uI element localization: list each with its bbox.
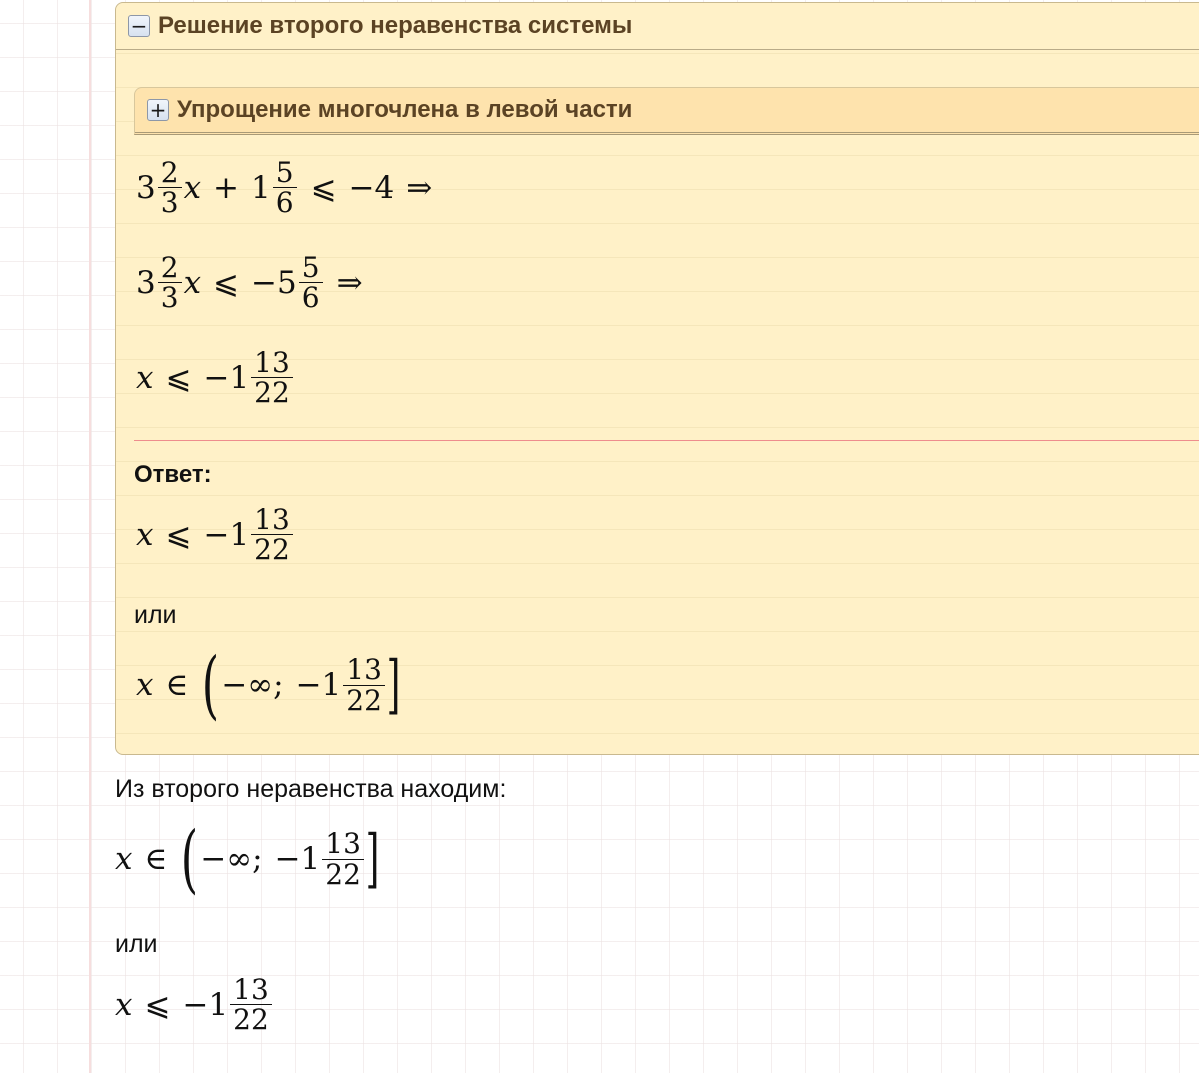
variable: x (136, 516, 154, 553)
numerator: 13 (254, 346, 290, 379)
or-label: или (134, 601, 177, 629)
rhs-whole: −1 (182, 986, 229, 1023)
fraction (158, 158, 182, 218)
numerator: 2 (160, 156, 179, 189)
answer-divider (134, 440, 1199, 441)
lower-bound: −∞; (221, 667, 284, 703)
fraction (322, 829, 364, 889)
denominator: 22 (251, 377, 293, 407)
numerator: 5 (301, 251, 320, 284)
answer-label: Ответ: (134, 461, 212, 488)
expand-plus-icon[interactable]: + (147, 99, 169, 121)
denominator: 3 (158, 282, 182, 312)
answer-interval (136, 642, 406, 728)
fraction (251, 348, 293, 408)
solution-panel (115, 2, 1199, 755)
denominator: 3 (158, 187, 182, 217)
simplify-subpanel-header[interactable] (134, 87, 1199, 135)
step-1-inequality (136, 158, 432, 218)
denominator: 22 (343, 685, 385, 715)
open-paren: ( (202, 642, 220, 728)
numerator: 13 (346, 653, 382, 687)
rhs-whole: −1 (203, 359, 250, 396)
operator: + (213, 169, 240, 206)
fraction (230, 975, 272, 1035)
relation: ⩽ (165, 516, 192, 553)
denominator: 6 (273, 187, 297, 217)
math-number: 3 (136, 264, 156, 301)
relation: ⩽ (213, 264, 240, 301)
variable: x (183, 169, 202, 206)
open-paren: ( (181, 816, 199, 902)
variable: x (136, 359, 154, 396)
solution-panel-title: Решение второго неравенства системы (158, 12, 633, 39)
step-2-inequality (136, 253, 363, 313)
relation: ⩽ (165, 359, 192, 396)
element-of: ∈ (165, 667, 189, 703)
numerator: 5 (275, 156, 294, 189)
lower-bound: −∞; (200, 841, 263, 877)
variable: x (115, 841, 133, 877)
denominator: 22 (322, 859, 364, 889)
fraction (299, 253, 323, 313)
math-number: 3 (136, 169, 156, 206)
numerator: 13 (254, 503, 290, 536)
step-3-inequality (136, 348, 295, 408)
fraction (158, 253, 182, 313)
denominator: 22 (230, 1004, 272, 1034)
rhs-whole: −1 (203, 516, 250, 553)
upper-whole: −1 (274, 841, 321, 877)
denominator: 22 (251, 534, 293, 564)
notebook-margin-line (89, 0, 91, 1073)
implies-arrow: ⇒ (336, 264, 363, 301)
upper-whole: −1 (295, 667, 342, 703)
element-of: ∈ (144, 841, 168, 877)
answer-inequality (136, 505, 295, 565)
numerator: 13 (233, 973, 269, 1006)
variable: x (136, 667, 154, 703)
relation: ⩽ (144, 986, 171, 1023)
outside-interval (115, 816, 385, 902)
variable: x (183, 264, 202, 301)
numerator: 13 (325, 827, 361, 861)
simplify-subpanel-title: Упрощение многочлена в левой части (177, 96, 633, 123)
variable: x (115, 986, 133, 1023)
close-bracket: ] (365, 822, 380, 896)
implies-arrow: ⇒ (406, 169, 433, 206)
fraction (343, 655, 385, 715)
math-number: 1 (251, 169, 271, 206)
outside-intro: Из второго неравенства находим: (115, 775, 507, 803)
relation: ⩽ (310, 169, 337, 206)
rhs-whole: −5 (251, 264, 297, 301)
rhs: −4 (348, 169, 395, 206)
solution-panel-header[interactable] (116, 3, 1199, 50)
collapse-minus-icon[interactable]: − (128, 15, 150, 37)
outside-or-label: или (115, 930, 158, 958)
denominator: 6 (299, 282, 323, 312)
fraction (251, 505, 293, 565)
numerator: 2 (160, 251, 179, 284)
fraction (273, 158, 297, 218)
close-bracket: ] (386, 648, 401, 722)
outside-inequality (115, 975, 274, 1035)
